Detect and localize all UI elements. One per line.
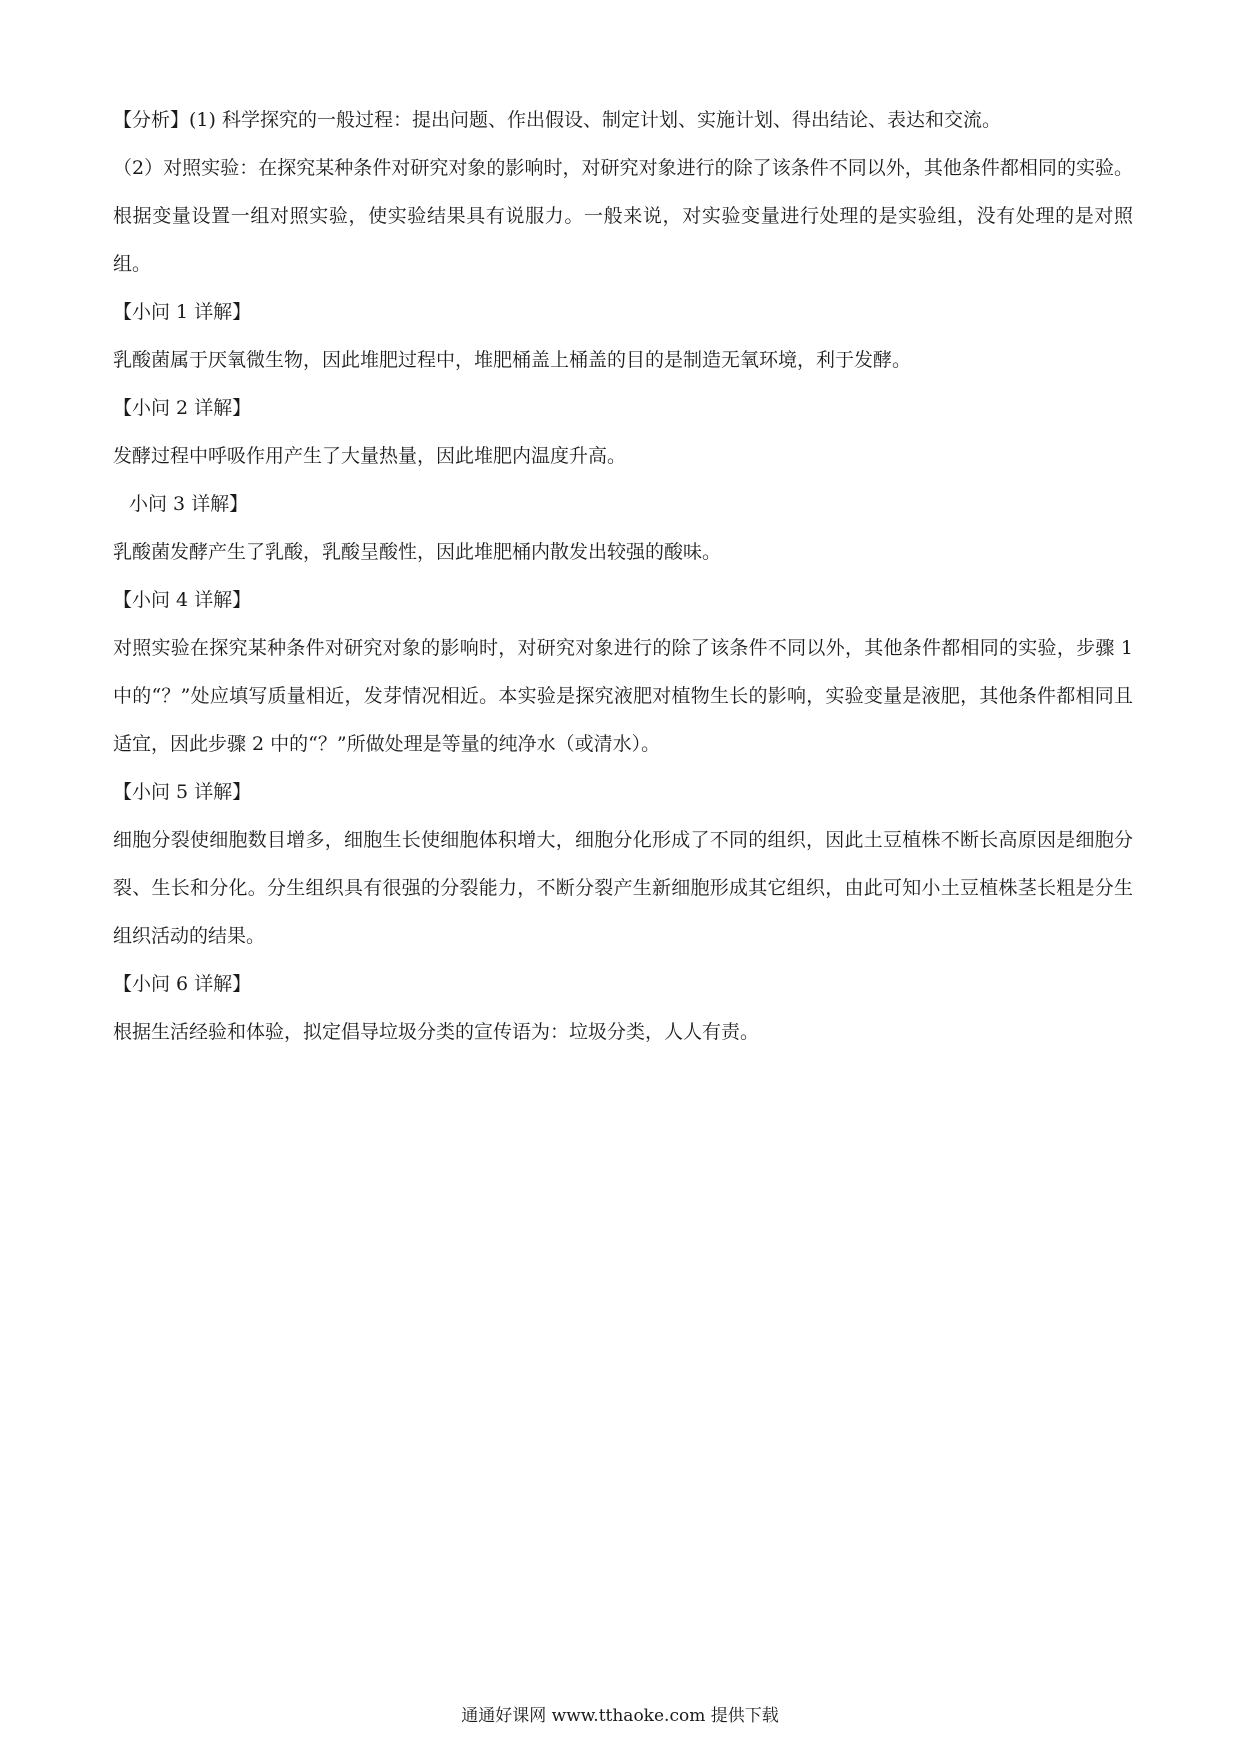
section-2-heading: 【小问 2 详解】	[113, 397, 252, 419]
section-5-heading: 【小问 5 详解】	[113, 781, 252, 803]
page-footer: 通通好课网 www.tthaoke.com 提供下载	[461, 1706, 779, 1726]
section-2-text: 发酵过程中呼吸作用产生了大量热量，因此堆肥内温度升高。	[113, 445, 627, 467]
analysis-line-1: 【分析】(1) 科学探究的一般过程：提出问题、作出假设、制定计划、实施计划、得出结论、表达和交流。	[113, 109, 1001, 131]
section-3-text: 乳酸菌发酵产生了乳酸，乳酸呈酸性，因此堆肥桶内散发出较强的酸味。	[113, 541, 722, 563]
section-6-text: 根据生活经验和体验，拟定倡导垃圾分类的宣传语为：垃圾分类，人人有责。	[113, 1021, 760, 1043]
section-1-heading: 【小问 1 详解】	[113, 301, 252, 323]
section-6-heading: 【小问 6 详解】	[113, 973, 252, 995]
section-3-heading: 小问 3 详解】	[129, 493, 249, 515]
section-1-text: 乳酸菌属于厌氧微生物，因此堆肥过程中，堆肥桶盖上桶盖的目的是制造无氧环境，利于发酵。	[113, 349, 912, 371]
analysis-paragraph-2: （2）对照实验：在探究某种条件对研究对象的影响时，对研究对象进行的除了该条件不同以外，其他条件都相同的实验。根据变量设置一组对照实验，使实验结果具有说服力。一般来说，对实验变量进行处理的是实验组，没有处理的是对照组。	[113, 157, 1133, 275]
section-4-heading: 【小问 4 详解】	[113, 589, 252, 611]
section-5-text: 细胞分裂使细胞数目增多，细胞生长使细胞体积增大，细胞分化形成了不同的组织，因此土豆植株不断长高原因是细胞分裂、生长和分化。分生组织具有很强的分裂能力，不断分裂产生新细胞形成其它组织，由此可知小土豆植株茎长粗是分生组织活动的结果。	[113, 829, 1133, 947]
section-4-text: 对照实验在探究某种条件对研究对象的影响时，对研究对象进行的除了该条件不同以外，其他条件都相同的实验，步骤 1 中的“？”处应填写质量相近，发芽情况相近。本实验是探究液肥对植物生长的影响，实验变量是液肥，其他条件都相同且适宜，因此步骤 2 中的“？”所做处理是等量的纯净水（或清水）。	[113, 637, 1133, 755]
document-body	[113, 96, 1133, 1056]
